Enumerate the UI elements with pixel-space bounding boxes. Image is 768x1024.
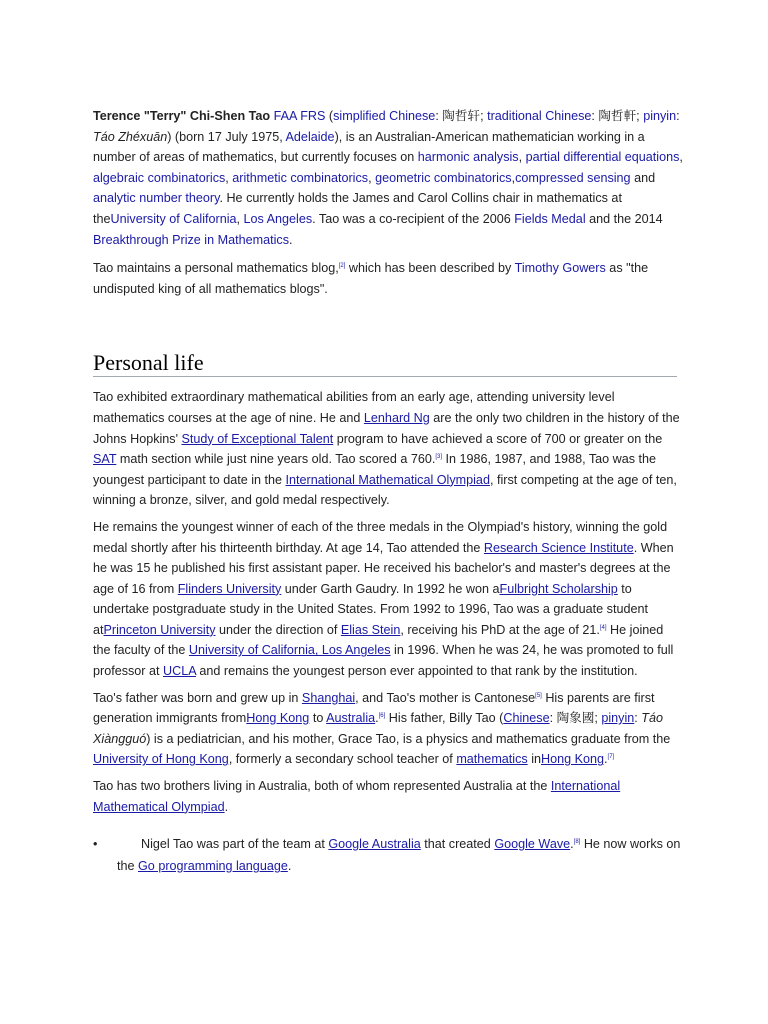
international-mathematical-olympiad-link-2[interactable]: International Mathematical Olympiad [93, 779, 621, 814]
geometric-combinatorics-link[interactable]: geometric combinatorics [375, 170, 512, 185]
australia-link[interactable]: Australia [326, 711, 376, 726]
shanghai-link[interactable]: Shanghai [301, 690, 356, 705]
university-of-hong-kong-link[interactable]: University of Hong Kong [93, 752, 229, 767]
arithmetic-combinatorics-link[interactable]: arithmetic combinatorics [232, 170, 369, 185]
citation-ref[interactable]: [4] [599, 624, 607, 631]
fellowships-link[interactable]: FAA FRS [273, 109, 326, 123]
go-programming-language-link[interactable]: Go programming language [138, 859, 288, 874]
los-angeles-link[interactable]: Los Angeles [243, 211, 313, 226]
harmonic-analysis-link[interactable]: harmonic analysis [417, 150, 519, 165]
citation-ref[interactable]: [6] [378, 713, 386, 720]
fields-medal-link[interactable]: Fields Medal [514, 211, 586, 226]
chinese-link[interactable]: Chinese [503, 711, 550, 726]
mathematics-link[interactable]: mathematics [456, 752, 528, 767]
international-mathematical-olympiad-link[interactable]: International Mathematical Olympiad [285, 472, 490, 487]
pinyin-link[interactable]: pinyin [643, 109, 677, 123]
ucla-full-name-link[interactable]: University of California, Los Angeles [188, 643, 391, 658]
pinyin-name: Táo Zhéxuān [93, 129, 168, 144]
princeton-university-link[interactable]: Princeton University [103, 622, 216, 637]
article-subject-name: Terence "Terry" Chi-Shen Tao [93, 109, 271, 123]
article-content [93, 106, 683, 877]
google-australia-link[interactable]: Google Australia [328, 837, 421, 852]
partial-differential-equations-link[interactable]: partial differential equations [525, 150, 680, 165]
section-heading-personal-life: Personal life [93, 351, 677, 377]
simplified-chinese-link[interactable]: simplified Chinese [333, 109, 436, 123]
google-wave-link[interactable]: Google Wave [494, 837, 571, 852]
breakthrough-prize-link[interactable]: Breakthrough Prize in Mathematics [93, 232, 289, 247]
university-of-california-link[interactable]: University of California [110, 211, 237, 226]
ucla-link[interactable]: UCLA [163, 664, 196, 679]
elias-stein-link[interactable]: Elias Stein [340, 622, 401, 637]
bullet-icon: • [93, 837, 98, 852]
pinyin-link-2[interactable]: pinyin [601, 711, 635, 726]
citation-ref[interactable]: [2] [338, 263, 346, 270]
intro-paragraph: Terence "Terry" Chi-Shen Tao FAA FRS (simplified Chinese: 陶哲轩; traditional Chinese: 陶哲軒; pinyin: Táo Zhéxuān) (born 17 July 1975, Adelaide), is an Australian-American mathematician working in a number of areas of mathematics, but currently focuses on harmonic analysis, partial differential equations, algebraic combinatorics, arithmetic combinatorics, geometric combinatorics,compressed sensing and analytic number theory. He currently holds the James and Carol Collins chair in mathematics at theUniversity of California, Los Angeles. Tao was a co-recipient of the 2006 Fields Medal and the 2014 Breakthrough Prize in Mathematics. [93, 109, 683, 247]
hong-kong-link-2[interactable]: Hong Kong [541, 752, 605, 767]
flinders-university-link[interactable]: Flinders University [177, 581, 282, 596]
citation-ref[interactable]: [8] [573, 839, 581, 846]
citation-ref[interactable]: [7] [607, 754, 615, 761]
fulbright-scholarship-link[interactable]: Fulbright Scholarship [499, 581, 618, 596]
analytic-number-theory-link[interactable]: analytic number theory [93, 191, 220, 206]
lenhard-ng-link[interactable]: Lenhard Ng [363, 410, 430, 425]
blog-paragraph: Tao maintains a personal mathematics blog,[2] which has been described by Timothy Gowers as "the undisputed king of all mathematics blogs". [93, 261, 649, 296]
brothers-list [93, 833, 683, 877]
study-of-exceptional-talent-link[interactable]: Study of Exceptional Talent [181, 431, 334, 446]
personal-life-paragraph-4: Tao has two brothers living in Australia, both of whom represented Australia at the International Mathematical Olympiad. [93, 779, 621, 814]
hong-kong-link[interactable]: Hong Kong [246, 711, 310, 726]
citation-ref[interactable]: [5] [535, 692, 542, 699]
citation-ref[interactable]: [3] [435, 454, 443, 461]
list-item: • Nigel Tao was part of the team at Google Australia that created Google Wave.[8] He now works on the Go programming language. [93, 833, 683, 877]
personal-life-paragraph-1: Tao exhibited extraordinary mathematical abilities from an early age, attending university level mathematics courses at the age of nine. He and Lenhard Ng are the only two children in the history of the Johns Hopkins' Study of Exceptional Talent program to have achieved a score of 700 or greater on the SAT math section while just nine years old. Tao scored a 760.[3] In 1986, 1987, and 1988, Tao was the youngest participant to date in the International Mathematical Olympiad, first competing at the age of ten, winning a bronze, silver, and gold medal respectively. [93, 390, 680, 508]
personal-life-paragraph-2: He remains the youngest winner of each of the three medals in the Olympiad's history, winning the gold medal shortly after his thirteenth birthday. At age 14, Tao attended the Research Science Institute. When he was 15 he published his first assistant paper. He received his bachelor's and master's degrees at the age of 16 from Flinders University under Garth Gaudry. In 1992 he won aFulbright Scholarship to undertake postgraduate study in the United States. From 1992 to 1996, Tao was a graduate student atPrinceton University under the direction of Elias Stein, receiving his PhD at the age of 21.[4] He joined the faculty of the University of California, Los Angeles in 1996. When he was 24, he was promoted to full professor at UCLA and remains the youngest person ever appointed to that rank by the institution. [93, 519, 674, 679]
father-pinyin-name: Táo Xiàngguó [93, 711, 663, 746]
personal-life-paragraph-3: Tao's father was born and grew up in Shanghai, and Tao's mother is Cantonese[5] His parents are first generation immigrants fromHong Kong to Australia.[6] His father, Billy Tao (Chinese: 陶象國; pinyin: Táo Xiàngguó) is a pediatrician, and his mother, Grace Tao, is a physics and mathematics graduate from the University of Hong Kong, formerly a secondary school teacher of mathematics inHong Kong.[7] [93, 690, 671, 767]
traditional-chinese-link[interactable]: traditional Chinese [487, 109, 592, 123]
adelaide-link[interactable]: Adelaide [285, 129, 335, 144]
sat-link[interactable]: SAT [93, 452, 117, 467]
research-science-institute-link[interactable]: Research Science Institute [483, 540, 634, 555]
compressed-sensing-link[interactable]: compressed sensing [515, 170, 631, 185]
algebraic-combinatorics-link[interactable]: algebraic combinatorics [93, 170, 226, 185]
timothy-gowers-link[interactable]: Timothy Gowers [514, 261, 606, 276]
